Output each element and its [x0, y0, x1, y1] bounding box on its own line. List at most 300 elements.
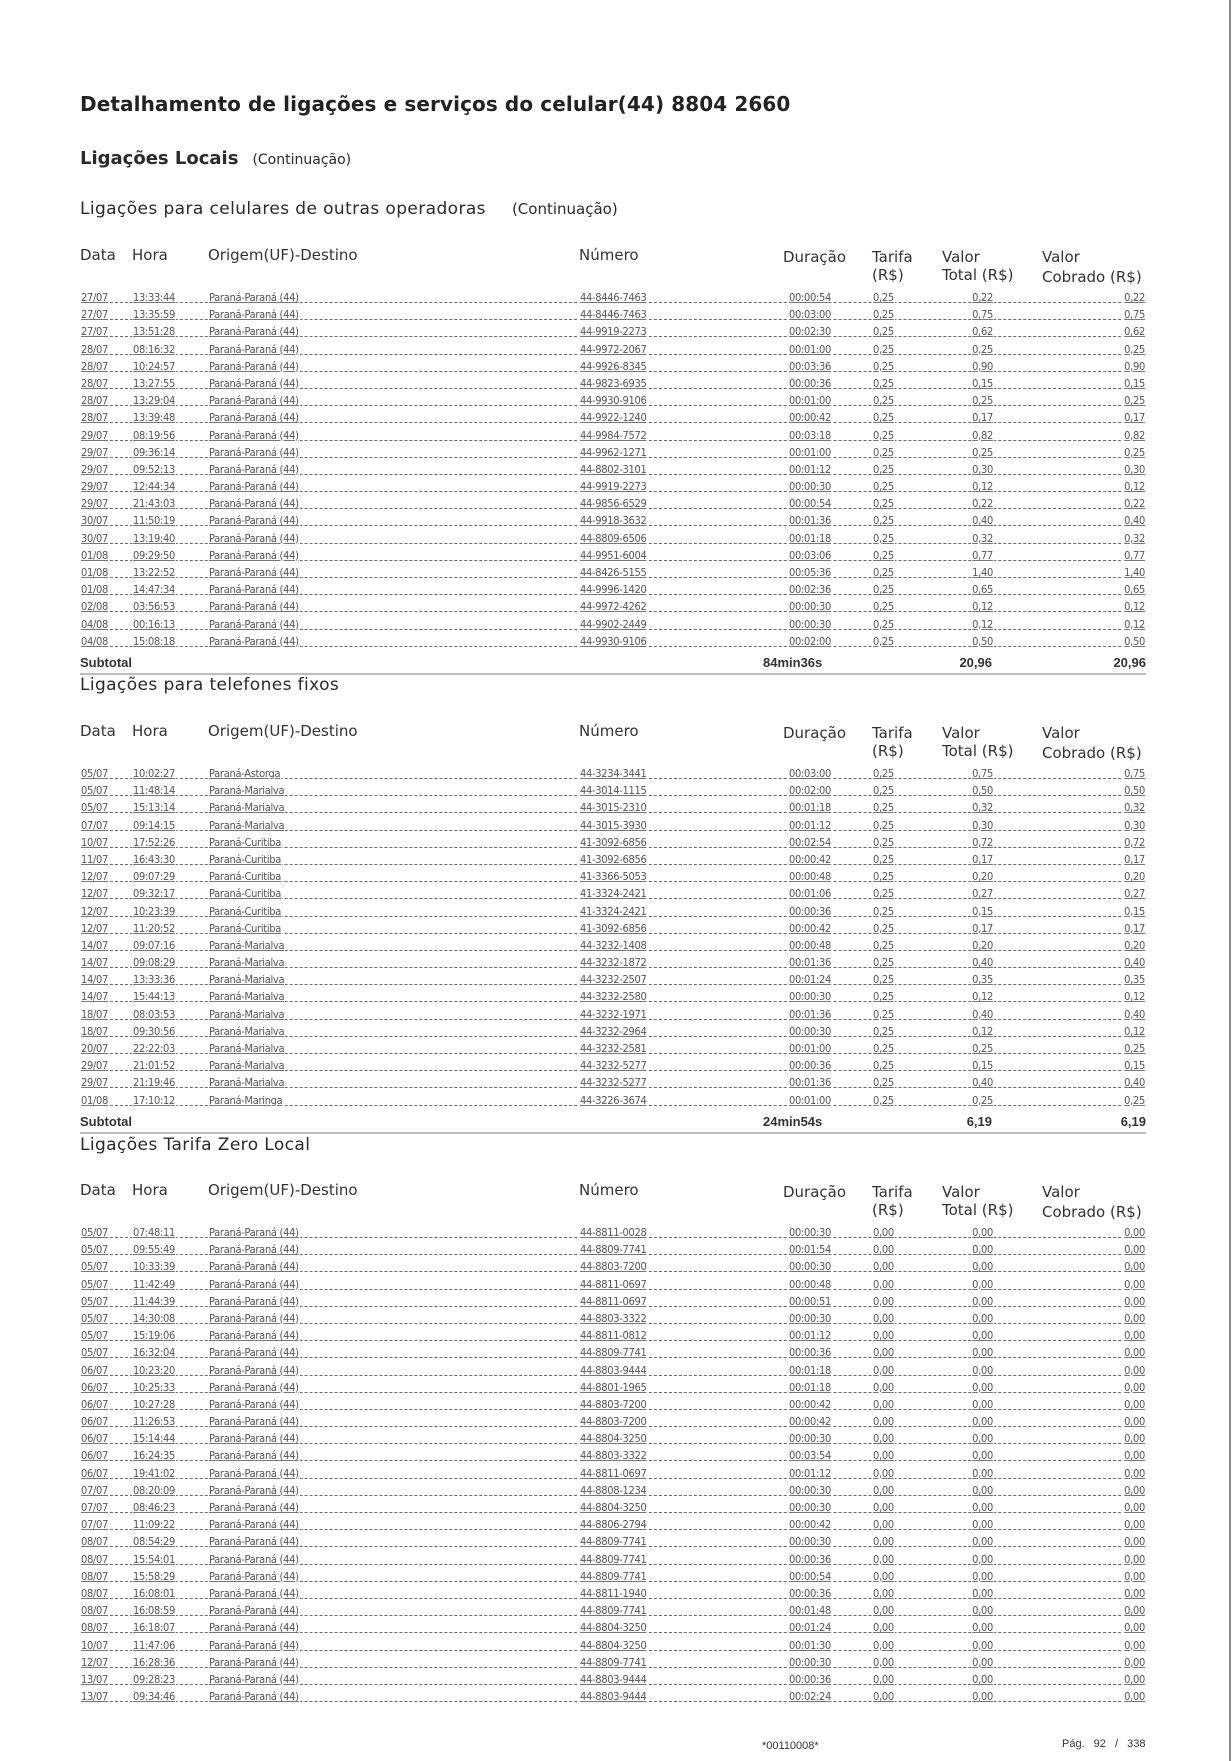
cell-number: 44-8811-0812: [580, 1329, 647, 1343]
cell-duration: 00:00:48: [789, 938, 832, 952]
col-header-duration: Duração: [783, 248, 847, 266]
cell-origin-destination: Paraná-Paraná (44): [209, 1604, 299, 1618]
cell-date: 06/07: [81, 1466, 109, 1480]
cell-rate: 0,25: [873, 583, 894, 597]
cell-charged-value: 0,00: [1124, 1483, 1145, 1497]
col-header-charged-unit: Cobrado (R$): [1042, 268, 1142, 286]
cell-rate: 0,25: [873, 566, 894, 579]
cell-date: 05/07: [81, 1329, 109, 1343]
cell-charged-value: 0,00: [1124, 1586, 1145, 1600]
table-row: [80, 617, 1146, 634]
cell-origin-destination: Paraná-Paraná (44): [209, 308, 299, 322]
cell-origin-destination: Paraná-Paraná (44): [209, 1638, 299, 1652]
cell-number: 44-3232-2507: [580, 973, 647, 987]
cell-time: 16:08:01: [133, 1586, 176, 1600]
cell-total-value: 0,35: [972, 973, 993, 987]
cell-origin-destination: Paraná-Paraná (44): [209, 411, 299, 425]
col-header-total: Valor: [942, 248, 980, 266]
cell-origin-destination: Paraná-Paraná (44): [209, 583, 299, 597]
cell-total-value: 0,00: [972, 1449, 993, 1463]
cell-time: 11:42:49: [133, 1277, 176, 1291]
col-header-origin: Origem(UF)-Destino: [208, 246, 358, 264]
subtotal-charged-value: 6,19: [1120, 1113, 1146, 1129]
table-row: [80, 324, 1146, 341]
cell-total-value: 0,00: [972, 1363, 993, 1377]
cell-rate: 0,00: [873, 1432, 894, 1446]
cell-charged-value: 0,00: [1124, 1690, 1145, 1704]
cell-duration: 00:00:30: [789, 1501, 832, 1514]
cell-time: 15:19:06: [133, 1329, 176, 1343]
cell-rate: 0,00: [873, 1243, 894, 1257]
table-row: [80, 1242, 1146, 1259]
cell-date: 28/07: [81, 342, 109, 356]
col-header-duration: Duração: [783, 1183, 847, 1201]
cell-duration: 00:01:00: [789, 1093, 832, 1107]
cell-total-value: 0,00: [972, 1552, 993, 1566]
cell-charged-value: 0,00: [1124, 1346, 1145, 1360]
cell-duration: 00:00:36: [789, 904, 832, 918]
cell-time: 13:22:52: [133, 566, 176, 579]
cell-charged-value: 0,12: [1124, 480, 1145, 494]
cell-date: 05/07: [81, 1243, 109, 1257]
cell-origin-destination: Paraná-Curitiba: [209, 904, 282, 918]
cell-duration: 00:00:30: [789, 990, 832, 1004]
col-header-total-unit: Total (R$): [942, 1201, 1014, 1219]
cell-number: 44-8803-9444: [580, 1672, 647, 1686]
table-row: [80, 410, 1146, 427]
cell-origin-destination: Paraná-Astorga: [209, 767, 281, 780]
col-header-total-unit: Total (R$): [942, 742, 1014, 760]
cell-total-value: 0,75: [972, 767, 993, 780]
cell-date: 28/07: [81, 394, 109, 408]
cell-total-value: 0,75: [972, 308, 993, 322]
cell-date: 14/07: [81, 956, 109, 970]
cell-origin-destination: Paraná-Curitiba: [209, 921, 282, 935]
table-mobile-other-operators: [80, 246, 1146, 675]
cell-date: 07/07: [81, 1483, 109, 1497]
cell-time: 13:35:59: [133, 308, 176, 322]
col-header-total: Valor: [942, 1183, 980, 1201]
table-row: [80, 1672, 1146, 1689]
cell-total-value: 0,00: [972, 1501, 993, 1514]
cell-number: 44-3232-1872: [580, 956, 647, 970]
cell-date: 28/07: [81, 359, 109, 373]
col-header-charged: Valor: [1042, 724, 1080, 742]
cell-date: 02/08: [81, 600, 109, 614]
cell-total-value: 0,90: [972, 359, 993, 373]
cell-charged-value: 0,50: [1124, 634, 1145, 648]
cell-number: 44-8811-0697: [580, 1277, 647, 1291]
cell-origin-destination: Paraná-Paraná (44): [209, 376, 299, 390]
cell-date: 01/08: [81, 548, 109, 562]
table-row: [80, 904, 1146, 921]
table-title-label: Ligações para celulares de outras operadoras: [80, 199, 486, 219]
cell-origin-destination: Paraná-Marialva: [209, 1076, 285, 1090]
cell-number: 44-9930-9106: [580, 394, 647, 408]
cell-time: 14:30:08: [133, 1311, 176, 1325]
cell-number: 41-3324-2421: [580, 904, 647, 918]
table-row: [80, 1058, 1146, 1075]
table-row: [80, 1277, 1146, 1294]
cell-number: 44-8809-7741: [580, 1604, 647, 1618]
cell-charged-value: 0,00: [1124, 1466, 1145, 1480]
cell-duration: 00:00:30: [789, 1311, 832, 1325]
cell-number: 44-8808-1234: [580, 1483, 647, 1497]
cell-rate: 0,25: [873, 428, 894, 442]
cell-number: 44-8804-3250: [580, 1432, 647, 1446]
cell-number: 44-3226-3674: [580, 1093, 647, 1107]
table-header: [80, 722, 1146, 766]
cell-origin-destination: Paraná-Marialva: [209, 938, 285, 952]
cell-time: 17:52:26: [133, 835, 176, 849]
cell-origin-destination: Paraná-Paraná (44): [209, 1260, 299, 1274]
cell-time: 09:30:56: [133, 1024, 176, 1038]
cell-date: 07/07: [81, 1501, 109, 1514]
col-header-time: Hora: [132, 722, 168, 740]
cell-date: 18/07: [81, 1007, 109, 1021]
cell-time: 09:08:29: [133, 956, 176, 970]
cell-rate: 0,25: [873, 973, 894, 987]
cell-total-value: 0,12: [972, 600, 993, 614]
col-header-total-unit: Total (R$): [942, 266, 1014, 284]
cell-total-value: 0,72: [972, 835, 993, 849]
cell-rate: 0,25: [873, 1042, 894, 1055]
cell-origin-destination: Paraná-Curitiba: [209, 887, 282, 901]
cell-number: 44-8804-3250: [580, 1621, 647, 1635]
table-row: [80, 800, 1146, 817]
cell-total-value: 0,50: [972, 784, 993, 798]
cell-origin-destination: Paraná-Paraná (44): [209, 1586, 299, 1600]
table-title-label: Ligações para telefones fixos: [80, 675, 340, 695]
cell-number: 44-8811-1940: [580, 1586, 647, 1600]
col-header-origin: Origem(UF)-Destino: [208, 722, 358, 740]
table-zero-tariff: [80, 1181, 1146, 1706]
cell-total-value: 0,40: [972, 1076, 993, 1090]
cell-time: 11:09:22: [133, 1518, 176, 1532]
cell-date: 14/07: [81, 973, 109, 987]
cell-charged-value: 0,35: [1124, 973, 1145, 987]
table-row: [80, 783, 1146, 800]
cell-origin-destination: Paraná-Marialva: [209, 784, 285, 798]
cell-rate: 0,25: [873, 497, 894, 511]
table-row: [80, 869, 1146, 886]
cell-date: 12/07: [81, 1655, 109, 1669]
cell-origin-destination: Paraná-Marialva: [209, 990, 285, 1004]
cell-number: 44-8811-0697: [580, 1466, 647, 1480]
cell-number: 44-9984-7572: [580, 428, 647, 442]
cell-time: 16:24:35: [133, 1449, 176, 1463]
col-header-rate-unit: (R$): [872, 1201, 904, 1219]
cell-time: 09:52:13: [133, 462, 176, 476]
table-title-label: Ligações Tarifa Zero Local: [80, 1135, 311, 1155]
cell-rate: 0,25: [873, 480, 894, 494]
cell-number: 44-3232-2964: [580, 1024, 647, 1038]
cell-duration: 00:01:36: [789, 1007, 832, 1021]
cell-duration: 00:00:51: [789, 1294, 832, 1308]
table-row: [80, 886, 1146, 903]
cell-duration: 00:00:42: [789, 411, 832, 425]
cell-total-value: 0,40: [972, 956, 993, 970]
cell-time: 15:58:29: [133, 1569, 176, 1583]
cell-duration: 00:01:36: [789, 1076, 832, 1090]
cell-date: 18/07: [81, 1024, 109, 1038]
cell-date: 05/07: [81, 767, 109, 780]
cell-number: 44-9972-4262: [580, 600, 647, 614]
cell-total-value: 0,00: [972, 1311, 993, 1325]
cell-time: 13:33:44: [133, 291, 176, 304]
cell-rate: 0,00: [873, 1655, 894, 1669]
cell-duration: 00:01:18: [789, 1380, 832, 1394]
cell-origin-destination: Paraná-Maringa: [209, 1093, 283, 1107]
cell-total-value: 0,32: [972, 531, 993, 545]
cell-time: 16:18:07: [133, 1621, 176, 1635]
cell-time: 09:14:15: [133, 818, 176, 832]
cell-total-value: 0,12: [972, 480, 993, 494]
cell-duration: 00:00:30: [789, 617, 832, 631]
cell-date: 29/07: [81, 462, 109, 476]
cell-charged-value: 0,25: [1124, 394, 1145, 408]
cell-date: 06/07: [81, 1449, 109, 1463]
cell-duration: 00:00:30: [789, 1483, 832, 1497]
cell-date: 05/07: [81, 1311, 109, 1325]
cell-origin-destination: Paraná-Paraná (44): [209, 1466, 299, 1480]
cell-total-value: 0,00: [972, 1380, 993, 1394]
col-header-charged: Valor: [1042, 248, 1080, 266]
cell-total-value: 0,62: [972, 325, 993, 339]
table-row: [80, 955, 1146, 972]
cell-date: 07/07: [81, 818, 109, 832]
cell-charged-value: 0,00: [1124, 1226, 1145, 1239]
cell-total-value: 0,82: [972, 428, 993, 442]
cell-rate: 0,00: [873, 1690, 894, 1704]
cell-date: 30/07: [81, 514, 109, 528]
cell-origin-destination: Paraná-Paraná (44): [209, 462, 299, 476]
cell-origin-destination: Paraná-Paraná (44): [209, 480, 299, 494]
cell-origin-destination: Paraná-Curitiba: [209, 852, 282, 866]
cell-time: 09:36:14: [133, 445, 176, 459]
cell-rate: 0,25: [873, 600, 894, 614]
cell-duration: 00:01:24: [789, 1621, 832, 1635]
cell-duration: 00:01:54: [789, 1243, 832, 1257]
cell-time: 11:47:06: [133, 1638, 176, 1652]
subtotal-row: [80, 651, 1146, 675]
table-row: [80, 565, 1146, 582]
cell-origin-destination: Paraná-Marialva: [209, 818, 285, 832]
table-row: [80, 1311, 1146, 1328]
table-row: [80, 1380, 1146, 1397]
cell-date: 05/07: [81, 801, 109, 815]
cell-charged-value: 0,00: [1124, 1535, 1145, 1549]
scan-edge: [1229, 0, 1231, 1761]
cell-number: 44-8801-1965: [580, 1380, 647, 1394]
cell-duration: 00:00:42: [789, 852, 832, 866]
cell-charged-value: 0,00: [1124, 1311, 1145, 1325]
cell-number: 44-9972-2067: [580, 342, 647, 356]
cell-number: 44-9951-6004: [580, 548, 647, 562]
cell-charged-value: 0,00: [1124, 1655, 1145, 1669]
barcode-text: *00110008*: [762, 1740, 819, 1752]
cell-duration: 00:00:48: [789, 870, 832, 884]
cell-number: 44-3232-1408: [580, 938, 647, 952]
cell-origin-destination: Paraná-Paraná (44): [209, 1226, 299, 1239]
cell-time: 15:13:14: [133, 801, 176, 815]
cell-charged-value: 0,00: [1124, 1432, 1145, 1446]
cell-origin-destination: Paraná-Paraná (44): [209, 600, 299, 614]
page-title: Detalhamento de ligações e serviços do celular(44) 8804 2660: [80, 92, 791, 116]
cell-number: 44-8803-7200: [580, 1397, 647, 1411]
cell-number: 44-8803-3322: [580, 1449, 647, 1463]
table-row: [80, 1075, 1146, 1092]
cell-origin-destination: Paraná-Paraná (44): [209, 617, 299, 631]
cell-total-value: 0,77: [972, 548, 993, 562]
table-row: [80, 1294, 1146, 1311]
cell-duration: 00:00:30: [789, 600, 832, 614]
table-row: [80, 599, 1146, 616]
table-row: [80, 1093, 1146, 1110]
cell-date: 29/07: [81, 445, 109, 459]
cell-time: 10:23:39: [133, 904, 176, 918]
cell-number: 44-8804-3250: [580, 1501, 647, 1514]
table-row: [80, 290, 1146, 307]
table-row: [80, 1586, 1146, 1603]
table-title-zero-tariff: [80, 1135, 310, 1155]
cell-origin-destination: Paraná-Paraná (44): [209, 325, 299, 339]
cell-time: 09:28:23: [133, 1672, 176, 1686]
cell-charged-value: 0,30: [1124, 818, 1145, 832]
col-header-charged: Valor: [1042, 1183, 1080, 1201]
cell-time: 12:44:34: [133, 480, 176, 494]
cell-time: 00:16:13: [133, 617, 176, 631]
cell-duration: 00:00:30: [789, 1655, 832, 1669]
cell-charged-value: 0,00: [1124, 1604, 1145, 1618]
subtotal-total-value: 20,96: [959, 654, 992, 670]
cell-time: 13:29:04: [133, 394, 176, 408]
col-header-number: Número: [579, 722, 639, 740]
table-row: [80, 1225, 1146, 1242]
cell-duration: 00:03:18: [789, 428, 832, 442]
table-title-landlines: [80, 675, 339, 695]
col-header-rate: Tarifa: [872, 724, 913, 742]
cell-number: 44-3232-5277: [580, 1059, 647, 1073]
cell-origin-destination: Paraná-Paraná (44): [209, 1690, 299, 1704]
cell-charged-value: 0,00: [1124, 1552, 1145, 1566]
table-row: [80, 1620, 1146, 1637]
cell-duration: 00:01:12: [789, 1329, 832, 1343]
cell-duration: 00:01:00: [789, 1042, 832, 1055]
cell-total-value: 1,40: [972, 566, 993, 579]
cell-charged-value: 0,00: [1124, 1638, 1145, 1652]
cell-total-value: 0,00: [972, 1277, 993, 1291]
cell-duration: 00:00:54: [789, 291, 832, 304]
table-row: [80, 1414, 1146, 1431]
table-row: [80, 1363, 1146, 1380]
cell-time: 16:08:59: [133, 1604, 176, 1618]
cell-total-value: 0,25: [972, 1093, 993, 1107]
cell-time: 11:20:52: [133, 921, 176, 935]
cell-origin-destination: Paraná-Paraná (44): [209, 1621, 299, 1635]
cell-total-value: 0,00: [972, 1655, 993, 1669]
cell-number: 44-9930-9106: [580, 634, 647, 648]
cell-date: 06/07: [81, 1415, 109, 1429]
cell-total-value: 0,00: [972, 1672, 993, 1686]
table-row: [80, 1603, 1146, 1620]
cell-duration: 00:01:24: [789, 973, 832, 987]
cell-total-value: 0,00: [972, 1415, 993, 1429]
cell-total-value: 0,00: [972, 1226, 993, 1239]
cell-origin-destination: Paraná-Paraná (44): [209, 1346, 299, 1360]
cell-number: 44-8811-0028: [580, 1226, 647, 1239]
cell-date: 28/07: [81, 411, 109, 425]
cell-duration: 00:00:36: [789, 1552, 832, 1566]
table-row: [80, 835, 1146, 852]
cell-charged-value: 0,25: [1124, 445, 1145, 459]
cell-duration: 00:05:36: [789, 566, 832, 579]
cell-date: 27/07: [81, 308, 109, 322]
cell-total-value: 0,00: [972, 1569, 993, 1583]
cell-time: 09:29:50: [133, 548, 176, 562]
cell-duration: 00:00:42: [789, 921, 832, 935]
cell-number: 41-3092-6856: [580, 852, 647, 866]
cell-rate: 0,00: [873, 1294, 894, 1308]
table-row: [80, 852, 1146, 869]
cell-rate: 0,25: [873, 1059, 894, 1073]
cell-duration: 00:00:36: [789, 1586, 832, 1600]
cell-number: 44-3232-2580: [580, 990, 647, 1004]
cell-total-value: 0,00: [972, 1483, 993, 1497]
cell-number: 44-8803-3322: [580, 1311, 647, 1325]
cell-time: 11:26:53: [133, 1415, 176, 1429]
cell-total-value: 0,22: [972, 497, 993, 511]
cell-origin-destination: Paraná-Paraná (44): [209, 1329, 299, 1343]
cell-number: 44-8803-7200: [580, 1415, 647, 1429]
cell-time: 10:02:27: [133, 767, 176, 780]
cell-time: 17:10:12: [133, 1093, 176, 1107]
table-row: [80, 531, 1146, 548]
cell-total-value: 0,17: [972, 921, 993, 935]
cell-charged-value: 0,00: [1124, 1621, 1145, 1635]
cell-duration: 00:01:18: [789, 801, 832, 815]
table-row: [80, 342, 1146, 359]
table-row: [80, 582, 1146, 599]
cell-date: 29/07: [81, 480, 109, 494]
cell-charged-value: 0,00: [1124, 1672, 1145, 1686]
cell-charged-value: 0,75: [1124, 308, 1145, 322]
cell-number: 44-8809-7741: [580, 1346, 647, 1360]
col-header-duration: Duração: [783, 724, 847, 742]
cell-time: 16:32:04: [133, 1346, 176, 1360]
cell-time: 10:25:33: [133, 1380, 176, 1394]
col-header-time: Hora: [132, 1181, 168, 1199]
cell-date: 01/08: [81, 1093, 109, 1107]
cell-date: 04/08: [81, 617, 109, 631]
cell-charged-value: 0,00: [1124, 1415, 1145, 1429]
subtotal-total-value: 6,19: [966, 1113, 992, 1129]
cell-number: 44-9823-6935: [580, 376, 647, 390]
cell-total-value: 0,00: [972, 1260, 993, 1274]
cell-total-value: 0,00: [972, 1432, 993, 1446]
cell-charged-value: 0,65: [1124, 583, 1145, 597]
cell-duration: 00:03:06: [789, 548, 832, 562]
cell-origin-destination: Paraná-Paraná (44): [209, 531, 299, 545]
cell-rate: 0,25: [873, 1024, 894, 1038]
cell-charged-value: 0,17: [1124, 852, 1145, 866]
cell-total-value: 0,30: [972, 462, 993, 476]
cell-duration: 00:00:30: [789, 1226, 832, 1239]
cell-rate: 0,00: [873, 1501, 894, 1514]
cell-duration: 00:01:12: [789, 462, 832, 476]
cell-time: 16:28:36: [133, 1655, 176, 1669]
table-row: [80, 921, 1146, 938]
